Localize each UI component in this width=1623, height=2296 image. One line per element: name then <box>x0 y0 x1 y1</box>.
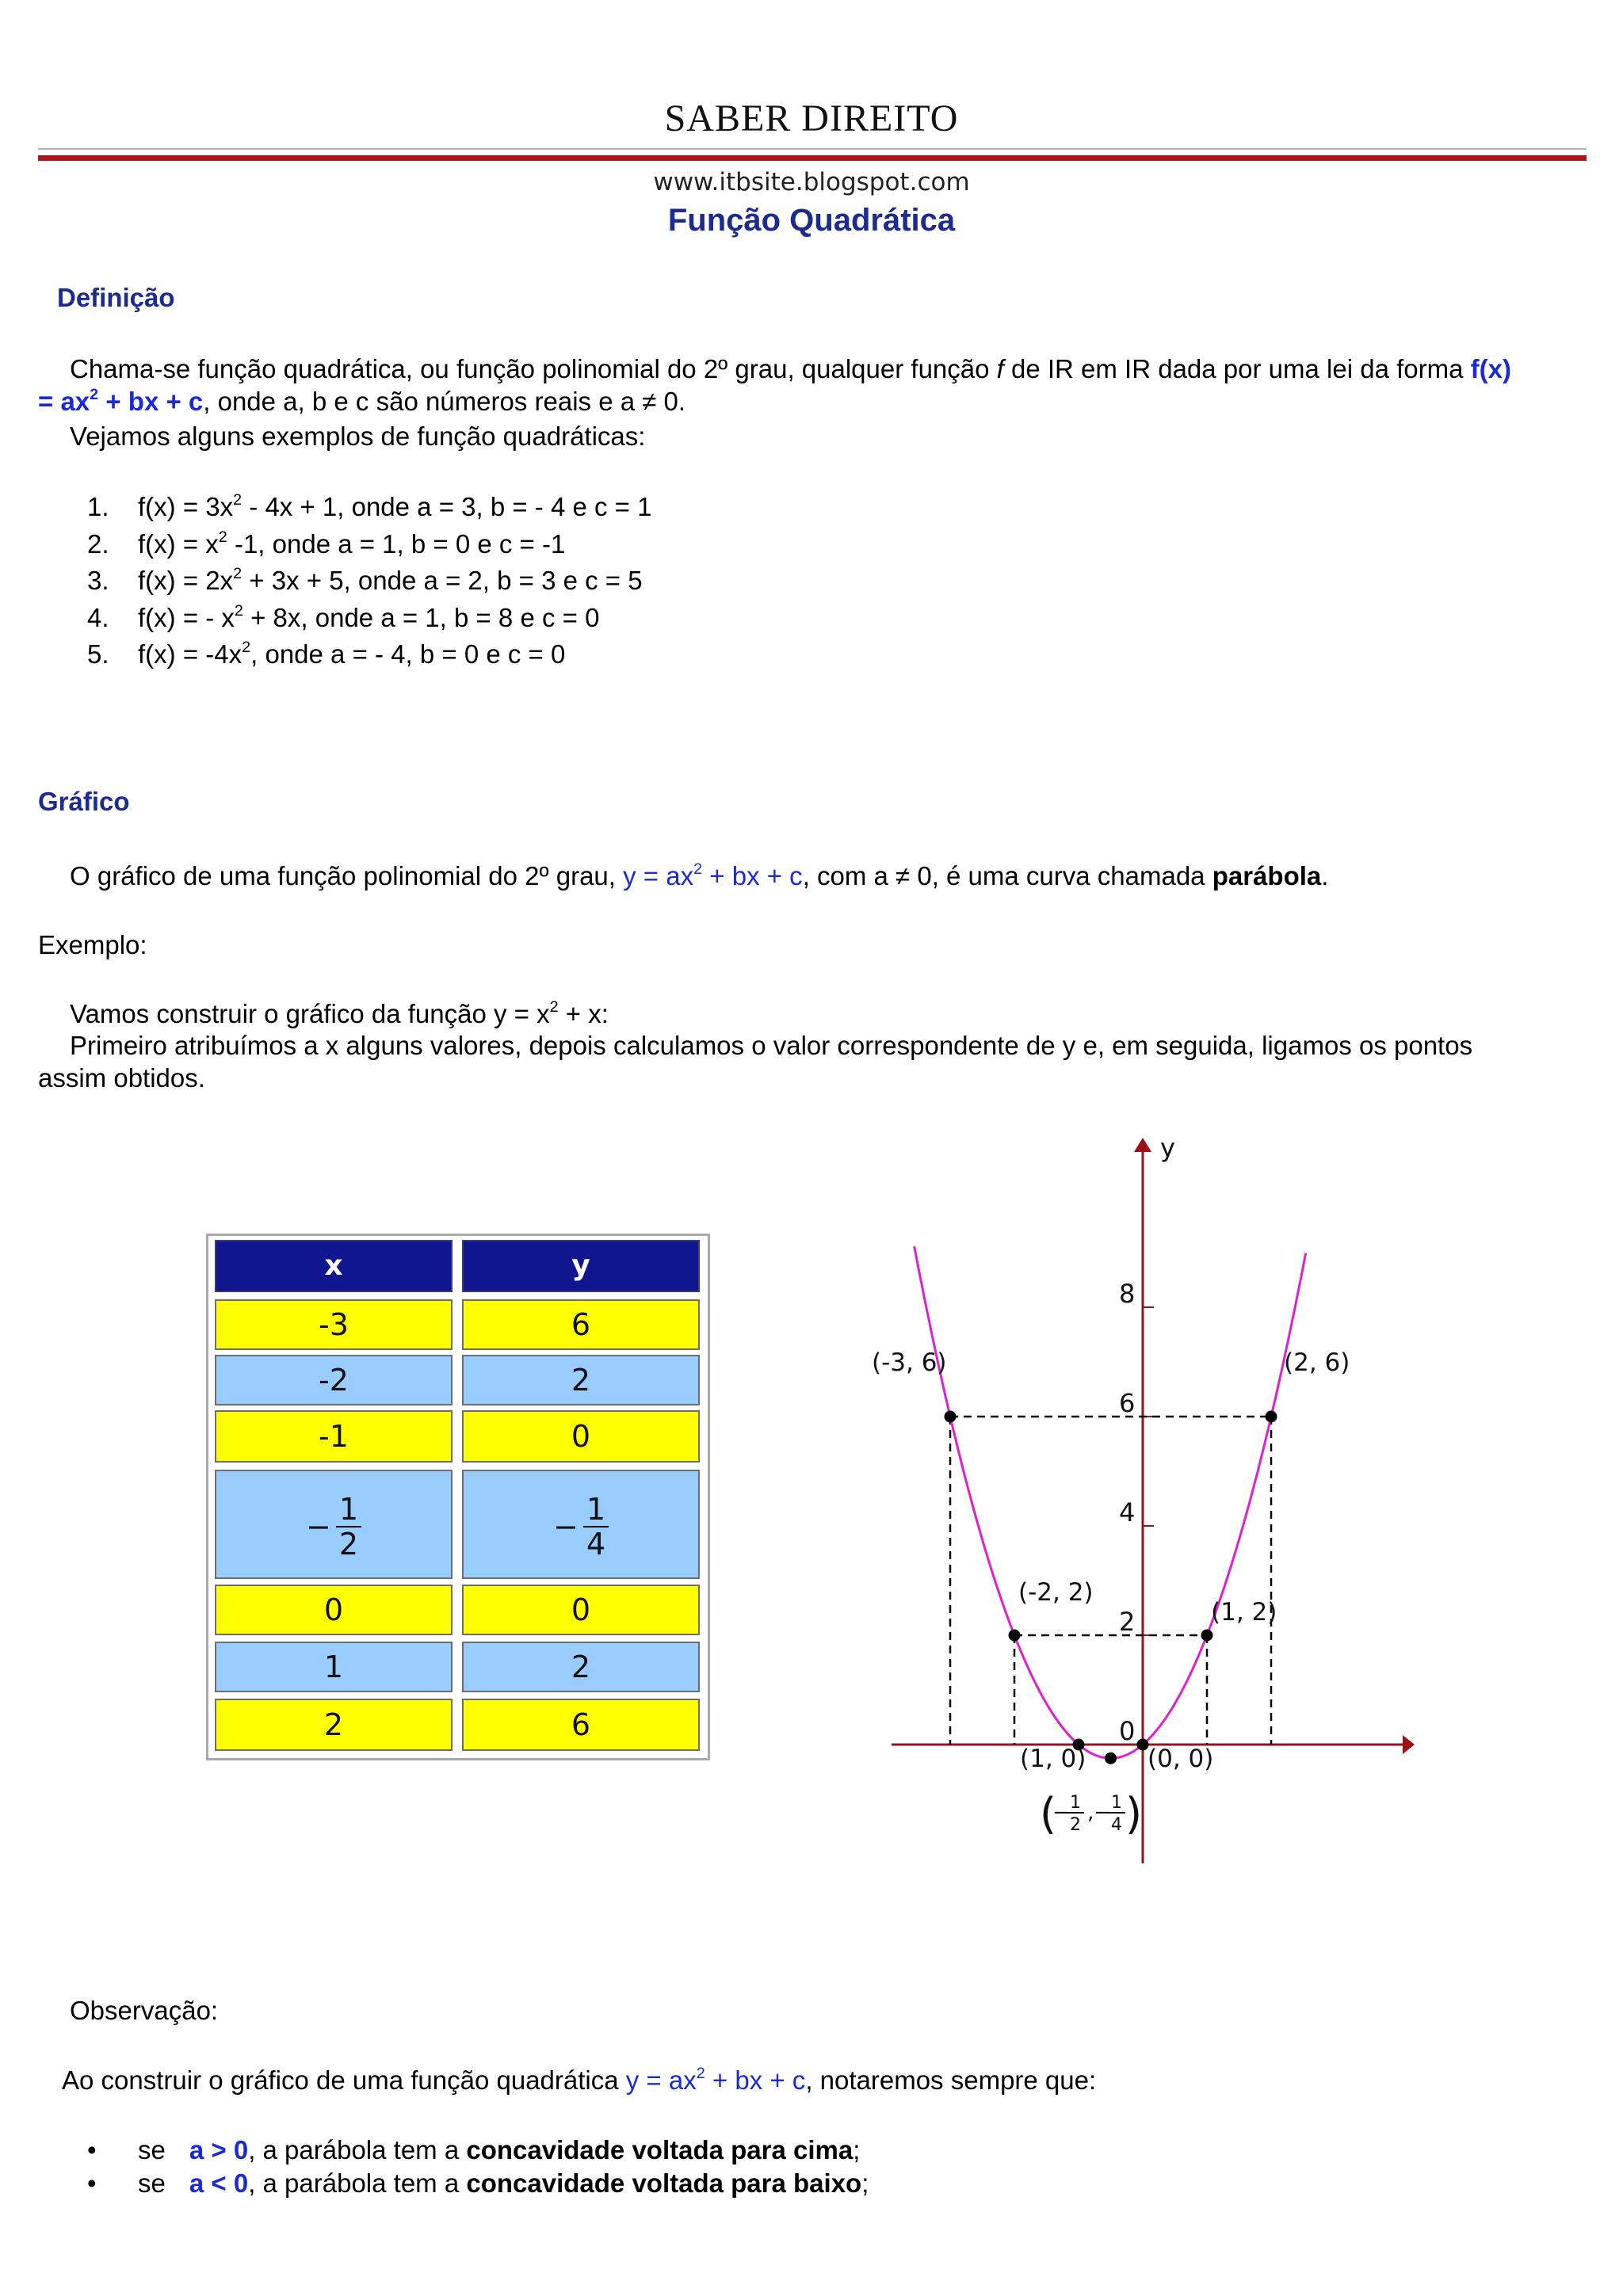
bullet-condition: a > 0 <box>189 2135 249 2164</box>
y-tick-label: 8 <box>1119 1279 1136 1309</box>
fraction-denominator: 4 <box>583 1526 609 1561</box>
example-formula: f(x) = 2x <box>138 566 234 595</box>
example-item <box>87 600 651 637</box>
bullet-se: se <box>138 2135 166 2164</box>
table-cell: 0 <box>215 1585 453 1635</box>
table-cell: 1 <box>215 1642 453 1692</box>
table-cell: 6 <box>462 1699 700 1751</box>
construct-text-a: Vamos construir o gráfico da função y = x <box>70 999 550 1028</box>
fraction-sign: − <box>305 1508 331 1544</box>
example-formula: f(x) = 3x <box>138 492 234 521</box>
table-cell: 0 <box>462 1585 700 1635</box>
bullet-dot-icon: • <box>87 2135 97 2164</box>
example-sup: 2 <box>234 601 243 620</box>
bullet-dot-icon: • <box>87 2168 97 2198</box>
observation-formula-b: + bx + c <box>705 2065 806 2095</box>
bullet-bold: concavidade voltada para baixo <box>466 2168 862 2198</box>
data-point <box>1009 1630 1021 1642</box>
page-title: Função Quadrática <box>667 203 956 238</box>
y-tick-label: 4 <box>1119 1497 1136 1527</box>
point-label: (1, 2) <box>1211 1598 1277 1627</box>
assign-paragraph <box>38 1029 1591 1094</box>
y-tick-label: 0 <box>1119 1716 1136 1746</box>
graph-text-a: O gráfico de uma função polinomial do 2º grau, <box>70 861 624 891</box>
header-rule-thick <box>38 155 1587 161</box>
y-axis-arrow-icon <box>1134 1138 1151 1152</box>
fraction-sign: − <box>552 1508 579 1544</box>
data-point <box>1201 1630 1213 1642</box>
vertex-num-c: 1 <box>1111 1793 1122 1813</box>
point-label: (1, 0) <box>1020 1745 1086 1773</box>
example-item <box>87 526 651 563</box>
vertex-den-b: 2 <box>1070 1815 1081 1835</box>
example-sup: 2 <box>218 528 227 546</box>
example-item <box>87 636 651 673</box>
example-sup: 2 <box>233 565 242 583</box>
data-point <box>1105 1753 1117 1764</box>
table-cell: 2 <box>215 1699 453 1751</box>
site-title: SABER DIREITO <box>664 97 959 139</box>
y-axis-label: y <box>1160 1133 1175 1163</box>
bullet-se: se <box>138 2168 166 2198</box>
fraction-denominator: 2 <box>336 1526 361 1561</box>
graph-formula-a: y = ax <box>623 861 694 891</box>
point-label: (2, 6) <box>1284 1348 1350 1377</box>
vertex-minus: − <box>1052 1801 1070 1825</box>
parabola-curve <box>915 1246 1306 1758</box>
point-label: (0, 0) <box>1148 1745 1214 1773</box>
definition-text-c: , onde a, b e c são números reais e a ≠ 0. <box>203 387 686 416</box>
bullet-bold: concavidade voltada para cima <box>466 2135 854 2164</box>
example-label: Exemplo: <box>38 930 147 959</box>
examples-intro: Vejamos alguns exemplos de função quadráticas: <box>70 421 646 451</box>
definition-text-b: de IR em IR dada por uma lei da forma <box>1003 354 1471 383</box>
definition-formula-ax: = ax <box>38 387 90 416</box>
table-cell: -1 <box>215 1410 453 1463</box>
example-number: 3. <box>87 566 109 595</box>
observation-formula-sup: 2 <box>696 2065 705 2083</box>
data-point <box>1266 1411 1277 1423</box>
site-url[interactable]: www.itbsite.blogspot.com <box>653 168 970 196</box>
construct-text-b: + x: <box>558 999 609 1028</box>
parabola-term: parábola <box>1212 861 1322 891</box>
fraction <box>336 1493 361 1561</box>
fraction-numerator: 1 <box>338 1491 359 1527</box>
table-cell: -2 <box>215 1355 453 1405</box>
vertex-paren-left: ( <box>1040 1789 1057 1839</box>
bullet-end: ; <box>853 2135 861 2164</box>
examples-list <box>87 489 651 673</box>
table-cell: 2 <box>462 1355 700 1405</box>
example-number: 1. <box>87 492 109 521</box>
example-rest: -1, onde a = 1, b = 0 e c = -1 <box>227 528 566 559</box>
data-point <box>945 1411 957 1423</box>
vertex-den-d: 4 <box>1111 1815 1122 1835</box>
point-label: (-3, 6) <box>872 1348 947 1377</box>
definition-f: f <box>996 354 1004 383</box>
example-item <box>87 489 651 526</box>
observation-bullet <box>87 2134 869 2167</box>
example-rest: + 3x + 5, onde a = 2, b = 3 e c = 5 <box>242 566 643 595</box>
header-rule-thin <box>38 148 1587 150</box>
graph-heading: Gráfico <box>38 787 130 816</box>
observation-bullet <box>87 2167 869 2200</box>
definition-text-a: Chama-se função quadrática, ou função polinomial do 2º grau, qualquer função <box>70 354 997 383</box>
table-cell: 6 <box>462 1299 700 1350</box>
observation-bullets <box>87 2134 869 2200</box>
definition-formula-sup: 2 <box>90 386 99 404</box>
vertex-paren-right: ) <box>1125 1789 1143 1839</box>
table-header-cell: x <box>215 1240 453 1292</box>
observation-text-b: , notaremos sempre que: <box>805 2065 1097 2095</box>
example-number: 2. <box>87 528 109 559</box>
fraction-numerator: 1 <box>586 1491 606 1527</box>
definition-paragraph <box>38 353 1591 418</box>
table-cell: 2 <box>462 1642 700 1692</box>
definition-heading: Definição <box>57 283 175 312</box>
observation-label: Observação: <box>70 1996 219 2025</box>
graph-paragraph <box>70 860 1328 892</box>
example-rest: - 4x + 1, onde a = 3, b = - 4 e c = 1 <box>242 492 652 521</box>
table-cell: -3 <box>215 1299 453 1350</box>
construct-paragraph <box>70 997 609 1030</box>
point-label: (-2, 2) <box>1018 1578 1094 1607</box>
observation-paragraph <box>62 2064 1096 2096</box>
example-formula: f(x) = - x <box>138 602 235 632</box>
example-item <box>87 563 651 600</box>
values-table <box>206 1234 710 1760</box>
example-formula: f(x) = x <box>138 528 219 559</box>
graph-text-b: , com a ≠ 0, é uma curva chamada <box>802 861 1212 891</box>
vertex-num-a: 1 <box>1070 1793 1081 1813</box>
graph-formula-b: + bx + c <box>702 861 803 891</box>
fraction <box>583 1493 609 1561</box>
table-cell <box>215 1470 453 1579</box>
example-rest: , onde a = - 4, b = 0 e c = 0 <box>250 639 566 669</box>
vertex-comma: ,− <box>1087 1801 1112 1825</box>
definition-formula-fx: f(x) <box>1470 354 1511 383</box>
example-sup: 2 <box>233 491 242 509</box>
table-header-cell: y <box>462 1240 700 1292</box>
bullet-end: ; <box>861 2168 869 2198</box>
observation-formula-a: y = ax <box>625 2065 697 2095</box>
example-number: 4. <box>87 602 109 632</box>
y-tick-label: 2 <box>1119 1607 1136 1637</box>
y-tick-label: 6 <box>1119 1388 1136 1418</box>
graph-formula-sup: 2 <box>693 860 703 879</box>
assign-text-a: Primeiro atribuímos a x alguns valores, depois calculamos o valor correspondente de y e, em seguida, ligamos os pontos <box>70 1031 1473 1060</box>
table-cell <box>462 1470 700 1579</box>
bullet-condition: a < 0 <box>189 2168 249 2198</box>
definition-formula-rest: + bx + c <box>98 387 204 416</box>
table-cell: 0 <box>462 1410 700 1463</box>
example-rest: + 8x, onde a = 1, b = 8 e c = 0 <box>242 602 600 632</box>
assign-text-b: assim obtidos. <box>38 1063 205 1093</box>
parabola-chart <box>856 1133 1426 1874</box>
example-sup: 2 <box>242 639 251 657</box>
bullet-mid: , a parábola tem a <box>248 2168 467 2198</box>
bullet-mid: , a parábola tem a <box>248 2135 467 2164</box>
graph-text-c: . <box>1321 861 1329 891</box>
observation-text-a: Ao construir o gráfico de uma função quadrática <box>62 2065 626 2095</box>
x-axis-arrow-icon <box>1403 1735 1415 1754</box>
example-number: 5. <box>87 639 109 669</box>
example-formula: f(x) = -4x <box>138 639 242 669</box>
construct-sup: 2 <box>549 998 559 1016</box>
